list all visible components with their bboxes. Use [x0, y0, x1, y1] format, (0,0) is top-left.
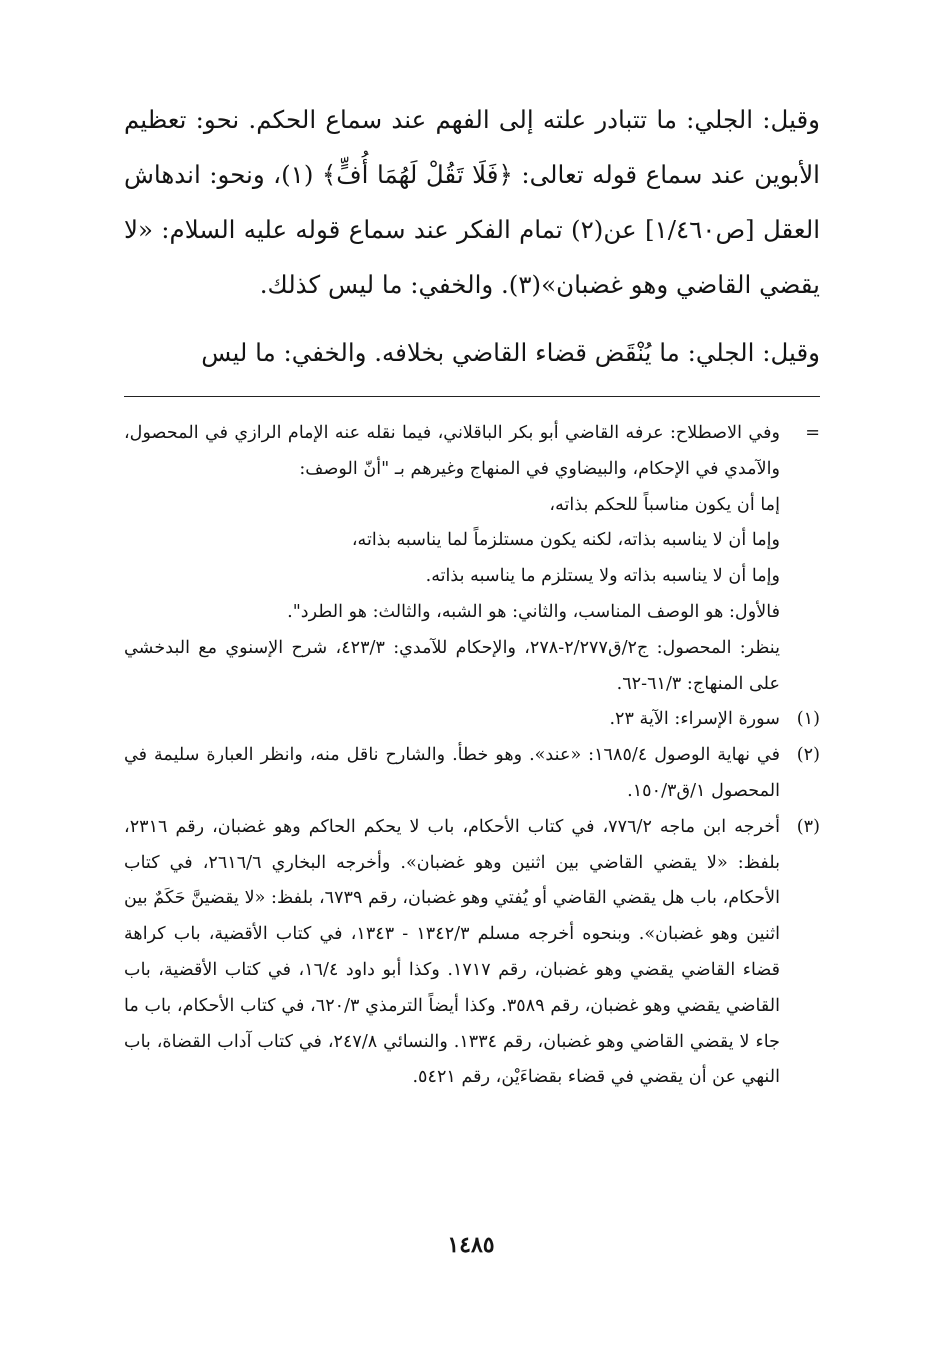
footnotes-section	[124, 416, 820, 1096]
footnote-continuation	[124, 416, 820, 702]
main-text	[124, 92, 820, 380]
footnote-marker: (١)	[796, 709, 820, 730]
footnote-line: فالأول: هو الوصف المناسب، والثاني: هو الشبه، والثالث: هو الطرد".	[287, 601, 780, 622]
footnote-line: وإما أن لا يناسبه بذاته، لكنه يكون مستلزماً لما يناسبه بذاته،	[351, 530, 780, 551]
footnote-body	[124, 702, 780, 738]
footnote-marker: =	[805, 423, 820, 443]
footnote-2	[124, 738, 820, 810]
footnote-text: سورة الإسراء: الآية ٢٣.	[609, 709, 780, 730]
footnote-text: أخرجه ابن ماجه ٧٧٦/٢، في كتاب الأحكام، باب لا يحكم الحاكم وهو غضبان، رقم ٢٣١٦، بلفظ: «لا يقضي القاضي بين اثنين وهو غضبان». وأخرجه البخاري ٢٦١٦/٦، في كتاب الأحكام، باب هل يقضي القاضي أو يُفتي وهو غضبان، رقم ٦٧٣٩، بلفظ: «لا يقضينَّ حَكَمٌ بين اثنين وهو غضبان». وبنحوه أخرجه مسلم ١٣٤٢/٣ - ١٣٤٣، في كتاب الأقضية، باب كراهة قضاء القاضي يقضي وهو غضبان، رقم ١٧١٧. وكذا أبو داود ١٦/٤، في كتاب الأقضية، باب القاضي يقضي وهو غضبان، رقم ٣٥٨٩. وكذا أيضاً الترمذي ٦٢٠/٣، في كتاب الأحكام، باب ما جاء لا يقضي القاضي وهو غضبان، رقم ١٣٣٤. والنسائي ٢٤٧/٨، في كتاب آداب القضاة، باب النهي عن أن يقضي في قضاء بقضاءَيْن، رقم ٥٤٢١.	[124, 816, 781, 1088]
footnote-line: وإما أن لا يناسبه بذاته ولا يستلزم ما يناسبه بذاته.	[425, 566, 780, 587]
footnote-line: إما أن يكون مناسباً للحكم بذاته،	[549, 494, 780, 515]
footnote-line: ينظر: المحصول: ج٢/ق٢/٢٧٧-٢٧٨، والإحكام للآمدي: ٤٢٣/٣، شرح الإسنوي مع البدخشي على المنهاج: ٦١/٣-٦٢.	[124, 637, 780, 694]
main-paragraph: وقيل: الجلي: ما يُنْقَض قضاء القاضي بخلافه. والخفي: ما ليس	[201, 338, 820, 367]
footnote-divider	[124, 396, 820, 397]
footnote-marker: (٣)	[796, 816, 820, 837]
footnote-marker: (٢)	[796, 745, 820, 766]
main-paragraph: وقيل: الجلي: ما تتبادر علته إلى الفهم عند سماع الحكم. نحو: تعظيم الأبوين عند سماع قوله تعالى: ﴿فَلَا تَقُلْ لَهُمَا أُفٍّ﴾ (١)، ونحو: اندهاش العقل [ص١/٤٦٠] عن(٢) تمام الفكر عند سماع قوله عليه السلام: «لا يقضي القاضي وهو غضبان»(٣). والخفي: ما ليس كذلك.	[124, 105, 820, 299]
footnote-body	[124, 738, 780, 810]
footnote-3	[124, 810, 820, 1096]
footnote-line: وفي الاصطلاح: عرفه القاضي أبو بكر الباقلاني، فيما نقله عنه الإمام الرازي في المحصول، والآمدي في الإحكام، والبيضاوي في المنهاج وغيرهم بـ "أنّ الوصف:	[124, 423, 780, 479]
footnote-1	[124, 702, 820, 738]
footnote-text: في نهاية الوصول ١٦٨٥/٤: «عند». وهو خطأ. والشارح ناقل منه، وانظر العبارة سليمة في المحصول ١/ق١٥٠/٣.	[124, 745, 780, 801]
footnote-body	[124, 416, 780, 702]
page-number: ١٤٨٥	[447, 1232, 495, 1258]
footnote-body	[124, 810, 780, 1096]
